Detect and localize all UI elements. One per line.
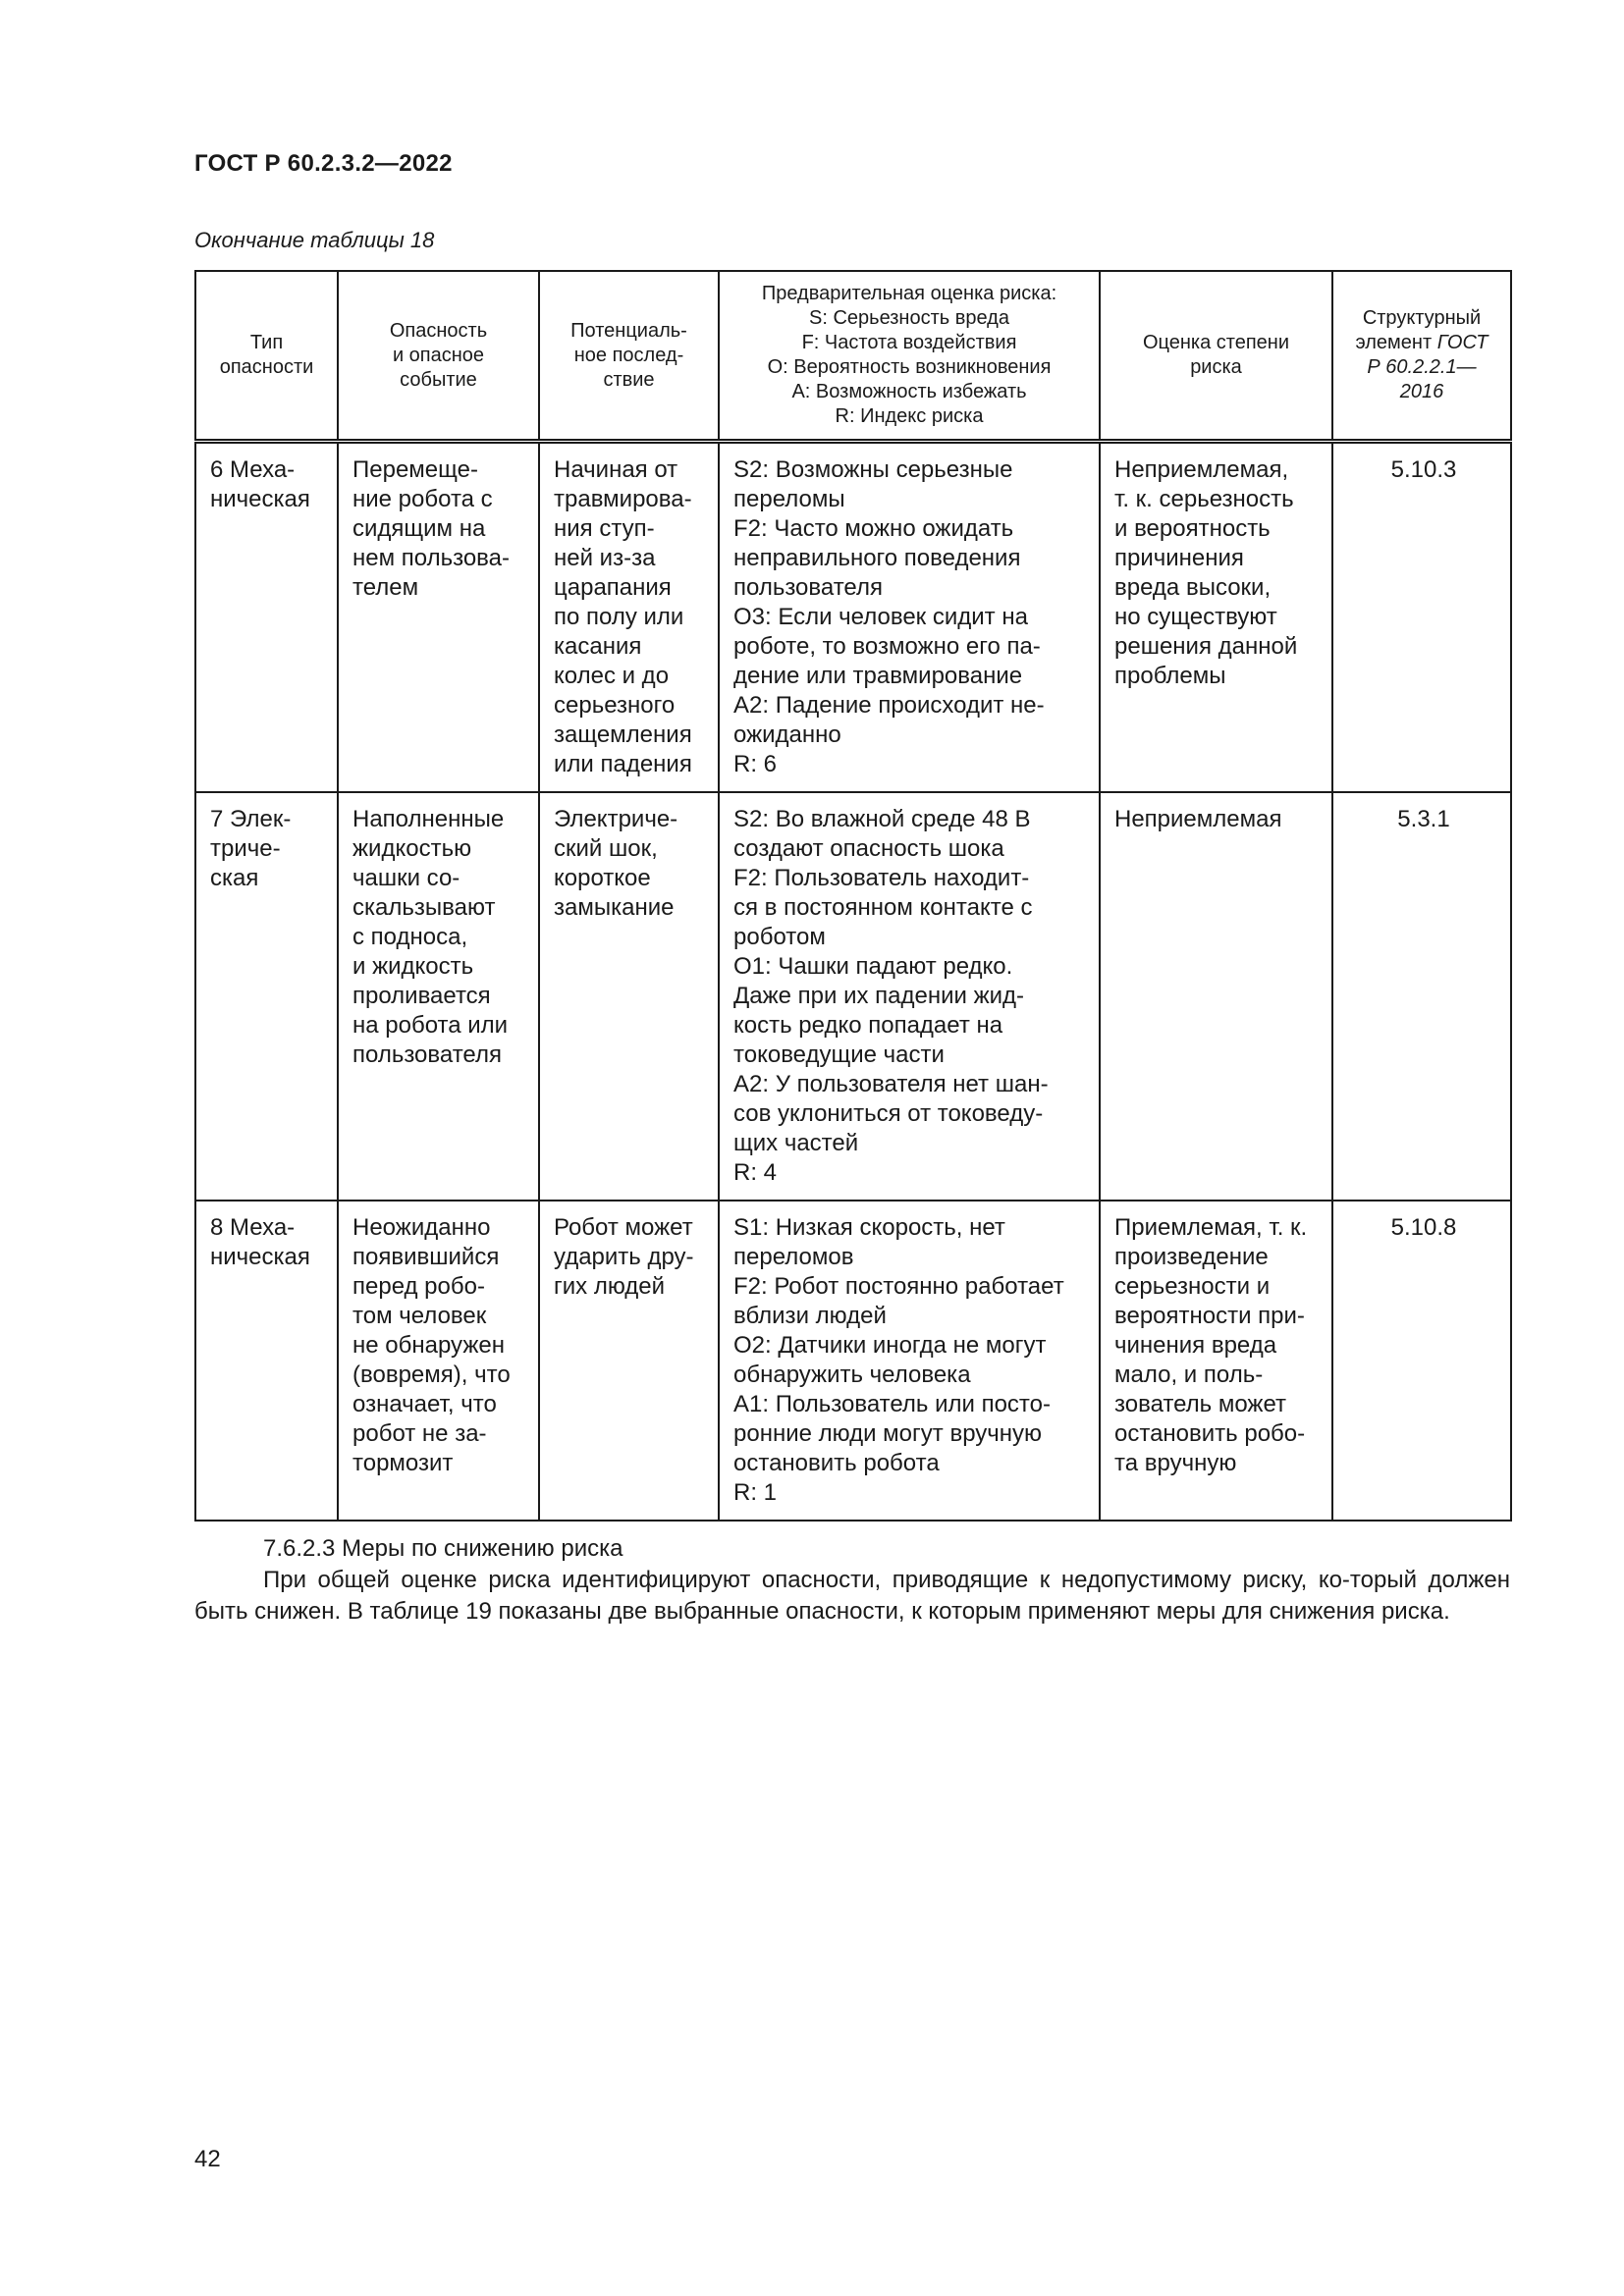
cell-assessment: Неприемлемая (1100, 792, 1332, 1201)
header-hazard: Опасность и опасное событие (338, 271, 539, 442)
table-row (195, 792, 1511, 1201)
cell-type: 7 Элек- триче- ская (195, 792, 338, 1201)
cell-hazard: Перемеще- ние робота с сидящим на нем пользова- телем (338, 442, 539, 793)
cell-prelim: S2: Возможны серьезные переломы F2: Часто можно ожидать неправильного поведения пользователя O3: Если человек сидит на роботе, то возможно его па- дение или травмирование A2: Падение происходит не- ожиданно R: 6 (719, 442, 1100, 793)
table-caption: Окончание таблицы 18 (194, 228, 435, 252)
cell-type: 6 Меха- ническая (195, 442, 338, 793)
table-row (195, 442, 1511, 793)
cell-consequence: Робот может ударить дру- гих людей (539, 1201, 719, 1521)
header-element-standard: ГОСТ Р 60.2.2.1— 2016 (1367, 332, 1489, 402)
header-element-prefix: Структурный элемент (1355, 307, 1482, 353)
cell-hazard: Наполненные жидкостью чашки со- скальзывают с подноса, и жидкость проливается на робота или пользователя (338, 792, 539, 1201)
header-type: Тип опасности (195, 271, 338, 442)
cell-assessment: Неприемлемая, т. к. серьезность и вероятность причинения вреда высоки, но существуют решения данной проблемы (1100, 442, 1332, 793)
table-header-row (195, 271, 1511, 442)
cell-element: 5.3.1 (1332, 792, 1511, 1201)
cell-type: 8 Меха- ническая (195, 1201, 338, 1521)
cell-hazard: Неожиданно появившийся перед робо- том человек не обнаружен (вовремя), что означает, что робот не за- тормозит (338, 1201, 539, 1521)
cell-consequence: Начиная от травмирова- ния ступ- ней из-за царапания по полу или касания колес и до серьезного защемления или падения (539, 442, 719, 793)
header-structural-element (1332, 271, 1511, 442)
section-heading: 7.6.2.3 Меры по снижению риска (263, 1535, 623, 1562)
cell-consequence: Электриче- ский шок, короткое замыкание (539, 792, 719, 1201)
cell-prelim: S1: Низкая скорость, нет переломов F2: Робот постоянно работает вблизи людей O2: Датчики иногда не могут обнаружить человека A1: Пользователь или посто- ронние люди могут вручную остановить робота R: 1 (719, 1201, 1100, 1521)
header-consequence: Потенциаль- ное послед- ствие (539, 271, 719, 442)
header-prelim-assessment: Предварительная оценка риска: S: Серьезность вреда F: Частота воздействия O: Вероятность возникновения A: Возможность избежать R: Индекс риска (719, 271, 1100, 442)
cell-prelim: S2: Во влажной среде 48 В создают опасность шока F2: Пользователь находит- ся в постоянном контакте с роботом O1: Чашки падают редко. Даже при их падении жид- кость редко попадает на токоведущие части A2: У пользователя нет шан- сов уклониться от токоведу- щих частей R: 4 (719, 792, 1100, 1201)
section-7-6-2-3 (194, 1533, 1510, 1628)
document-header: ГОСТ Р 60.2.3.2—2022 (194, 150, 453, 177)
cell-assessment: Приемлемая, т. к. произведение серьезности и вероятности при- чинения вреда мало, и поль- зователь может остановить робо- та вручную (1100, 1201, 1332, 1521)
page-number: 42 (194, 2146, 221, 2172)
table-row (195, 1201, 1511, 1521)
risk-table (194, 270, 1512, 1522)
header-risk-assessment: Оценка степени риска (1100, 271, 1332, 442)
section-paragraph: При общей оценке риска идентифицируют опасности, приводящие к недопустимому риску, ко-торый должен быть снижен. В таблице 19 показаны две выбранные опасности, к которым применяют меры для снижения риска. (194, 1567, 1510, 1625)
cell-element: 5.10.3 (1332, 442, 1511, 793)
cell-element: 5.10.8 (1332, 1201, 1511, 1521)
